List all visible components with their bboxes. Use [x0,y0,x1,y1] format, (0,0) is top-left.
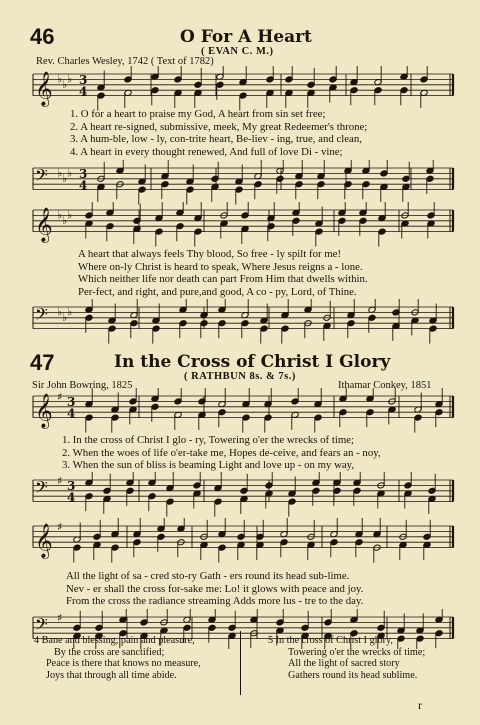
lyric-line: 2. A heart re-signed, submissive, meek, My great Redeemer's throne; [70,120,368,133]
svg-text:𝄢: 𝄢 [35,477,48,502]
hymn-number: 46 [30,24,55,49]
svg-text:♭: ♭ [62,77,68,91]
svg-text:3: 3 [67,394,76,409]
author-credit: Rev. Charles Wesley, 1742 ( Text of 1782) [36,56,214,67]
svg-text:♭: ♭ [67,208,73,222]
author-credit: Sir John Bowring, 1825 [32,380,133,391]
svg-text:4: 4 [79,84,88,99]
music-system-bass [0,472,480,520]
svg-text:4: 4 [79,178,88,193]
svg-text:♯: ♯ [57,611,63,625]
svg-text:𝄞: 𝄞 [35,207,53,243]
column-divider [240,631,241,695]
svg-text:♭: ♭ [67,166,73,180]
svg-text:𝄞: 𝄞 [35,523,53,559]
svg-text:♭: ♭ [62,213,68,227]
svg-text:♭: ♭ [57,305,63,319]
svg-text:3: 3 [79,72,88,87]
stanza-line: 5 In the cross of Christ I glory, [268,635,393,646]
stanza-line: By the cross are sanctified; [54,646,165,658]
svg-text:3: 3 [67,478,76,493]
stanza-line: Towering o'er the wrecks of time; [288,646,426,658]
lyric-line: 1. In the cross of Christ I glo - ry, Towering o'er the wrecks of time; [62,434,355,446]
lyric-line: Where on-ly Christ is heard to speak, Where Jesus reigns a - lone. [78,260,363,273]
extra-stanza-5 [268,635,425,681]
extra-stanza-4 [34,635,201,681]
svg-text:𝄢: 𝄢 [35,614,48,639]
tune-name: ( RATHBUN 8s. & 7s.) [184,371,296,382]
svg-text:𝄢: 𝄢 [35,165,48,190]
stanza-line: 4 Bane and blessing, pain and pleasure, [34,635,195,646]
stanza-line: Joys that through all time abide. [46,669,177,681]
music-system-bass [0,160,480,208]
svg-text:𝄢: 𝄢 [35,304,48,329]
lyric-line: 1. O for a heart to praise my God, A heart from sin set free; [70,108,326,120]
svg-text:♭: ♭ [57,208,63,222]
lyric-line: All the light of sa - cred sto-ry Gath - ers round its head sub-lime. [66,570,350,582]
stanza-line: All the light of sacred story [288,658,400,670]
svg-text:♭: ♭ [62,310,68,324]
verse-lines-bottom [78,248,368,298]
svg-text:♭: ♭ [57,166,63,180]
svg-text:3: 3 [79,166,88,181]
music-system-bass [0,299,480,347]
svg-text:4: 4 [67,406,76,421]
verse-lines-top [62,434,381,472]
lyric-line: 3. A hum-ble, low - ly, con-trite heart, Be-liev - ing, true, and clean, [70,133,362,146]
svg-text:♭: ♭ [62,171,68,185]
stanza-line: Gathers round its head sublime. [288,669,418,681]
page-mark: r [418,698,422,712]
svg-text:𝄞: 𝄞 [35,393,53,429]
lyric-line: From the cross the radiance streaming Adds more lus - tre to the day. [66,595,364,608]
verse-lines-top [70,108,367,158]
svg-text:♯: ♯ [57,520,63,534]
lyric-line: 2. When the woes of life o'er-take me, Hopes de-ceive, and fears an - noy, [62,446,381,459]
svg-text:𝄞: 𝄞 [35,71,53,107]
lyric-line: Per-fect, and right, and pure,and good, A co - py, Lord, of Thine. [78,285,357,298]
svg-text:♯: ♯ [57,390,63,404]
stanza-line: Peace is there that knows no measure, [46,658,201,670]
svg-text:♭: ♭ [57,72,63,86]
composer-credit: Ithamar Conkey, 1851 [338,380,432,391]
svg-text:♭: ♭ [67,72,73,86]
hymn-title: O For A Heart [180,27,312,47]
hymn-number: 47 [30,350,55,375]
hymn-title: In the Cross of Christ I Glory [114,352,391,372]
verse-lines-bottom [66,570,363,608]
music-system-treble [0,518,480,578]
svg-text:♭: ♭ [67,305,73,319]
lyric-line: 4. A heart in every thought renewed, And full of love Di - vine; [70,145,343,158]
lyric-line: Nev - er shall the cross for-sake me: Lo! it glows with peace and joy. [66,582,364,595]
lyric-line: Which neither life nor death can part From Him that dwells within. [78,273,368,286]
lyric-line: A heart that always feels Thy blood, So free - ly spilt for me! [78,248,342,260]
svg-text:♯: ♯ [57,474,63,488]
tune-name: ( EVAN C. M.) [201,46,274,57]
lyric-line: 3. When the sun of bliss is beaming Light and love up - on my way, [62,459,355,472]
svg-text:4: 4 [67,490,76,505]
